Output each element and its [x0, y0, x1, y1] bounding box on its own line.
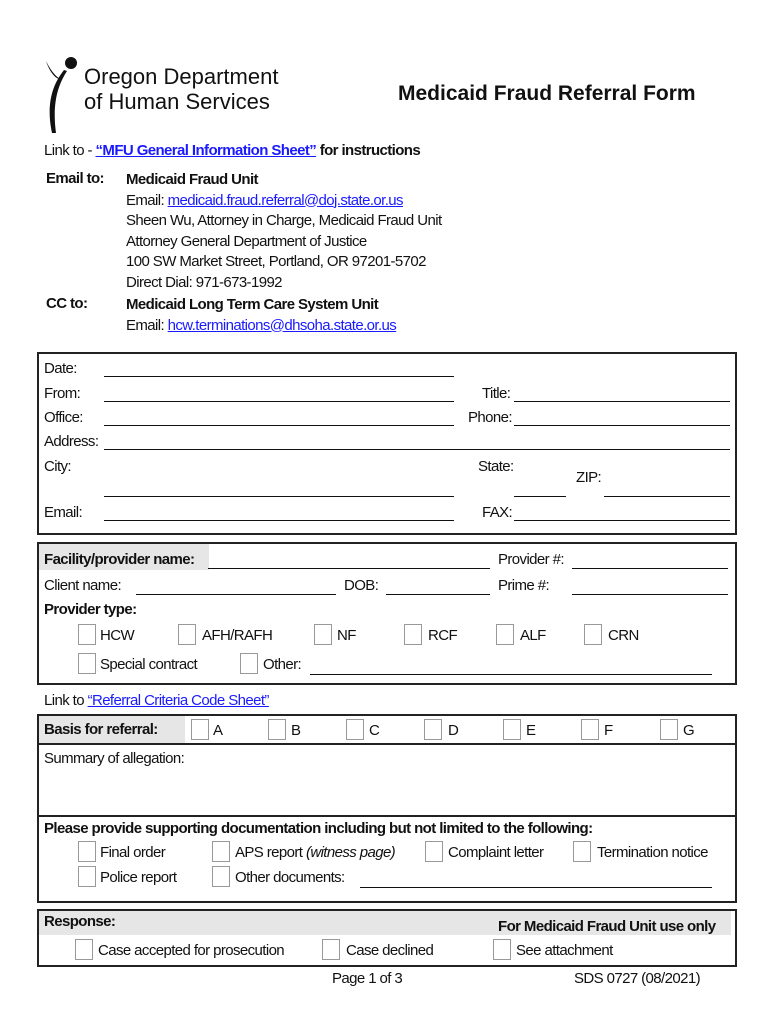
- other-type-field[interactable]: [310, 674, 712, 675]
- see-attachment-checkbox[interactable]: [493, 939, 511, 960]
- other-type-label: Other:: [263, 656, 302, 673]
- date-label: Date:: [44, 360, 77, 377]
- provider-number-field[interactable]: [572, 568, 728, 569]
- ltc-unit-name: Medicaid Long Term Care System Unit: [126, 296, 379, 313]
- org-line-2: of Human Services: [84, 89, 270, 114]
- address-field[interactable]: [104, 449, 730, 450]
- code-c-checkbox[interactable]: [346, 719, 364, 740]
- code-d-label: D: [448, 722, 459, 739]
- case-accepted-label: Case accepted for prosecution: [98, 942, 285, 959]
- dob-label: DOB:: [344, 577, 379, 594]
- other-documents-label: Other documents:: [235, 869, 345, 886]
- final-order-label: Final order: [100, 844, 166, 861]
- criteria-prefix: Link to: [44, 692, 88, 709]
- code-a-checkbox[interactable]: [191, 719, 209, 740]
- state-field[interactable]: [514, 496, 566, 497]
- mfu-phone: Direct Dial: 971-673-1992: [126, 273, 282, 291]
- complaint-letter-label: Complaint letter: [448, 844, 544, 861]
- criteria-line: [44, 692, 269, 709]
- mfu-email-line: [126, 191, 442, 212]
- alf-checkbox[interactable]: [496, 624, 514, 645]
- date-field[interactable]: [104, 376, 454, 377]
- police-report-checkbox[interactable]: [78, 866, 96, 887]
- form-id: SDS 0727 (08/2021): [574, 970, 700, 987]
- prime-number-label: Prime #:: [498, 577, 550, 594]
- summary-field[interactable]: [40, 770, 730, 814]
- instructions-prefix: Link to -: [44, 142, 96, 159]
- office-field[interactable]: [104, 425, 454, 426]
- phone-field[interactable]: [514, 425, 730, 426]
- code-g-checkbox[interactable]: [660, 719, 678, 740]
- code-e-label: E: [526, 722, 536, 739]
- police-report-label: Police report: [100, 869, 177, 886]
- nf-label: NF: [337, 627, 356, 644]
- org-name: [84, 64, 278, 114]
- mfu-unit-name: Medicaid Fraud Unit: [126, 171, 258, 188]
- basis-label: Basis for referral:: [44, 721, 158, 738]
- crn-checkbox[interactable]: [584, 624, 602, 645]
- fax-label: FAX:: [482, 504, 513, 521]
- criteria-code-sheet-link[interactable]: “Referral Criteria Code Sheet”: [87, 692, 269, 709]
- nf-checkbox[interactable]: [314, 624, 332, 645]
- mfu-email-link[interactable]: medicaid.fraud.referral@doj.state.or.us: [167, 191, 403, 209]
- from-field[interactable]: [104, 401, 454, 402]
- instructions-suffix: for instructions: [316, 142, 421, 159]
- fax-field[interactable]: [514, 520, 730, 521]
- see-attachment-label: See attachment: [516, 942, 613, 959]
- code-a-label: A: [213, 722, 223, 739]
- form-title: Medicaid Fraud Referral Form: [398, 82, 696, 105]
- afh-rafh-checkbox[interactable]: [178, 624, 196, 645]
- case-declined-checkbox[interactable]: [322, 939, 340, 960]
- city-label: City:: [44, 458, 72, 475]
- hcw-checkbox[interactable]: [78, 624, 96, 645]
- code-b-label: B: [291, 722, 301, 739]
- aps-report-label: [235, 844, 395, 861]
- rcf-label: RCF: [428, 627, 458, 644]
- response-label: Response:: [44, 913, 116, 930]
- code-d-checkbox[interactable]: [424, 719, 442, 740]
- hcw-label: HCW: [100, 627, 135, 644]
- rcf-checkbox[interactable]: [404, 624, 422, 645]
- email-to-label: Email to:: [46, 170, 104, 187]
- cc-to-block: [126, 295, 396, 336]
- code-c-label: C: [369, 722, 380, 739]
- facility-field[interactable]: [208, 568, 490, 569]
- provider-number-label: Provider #:: [498, 551, 564, 568]
- title-label: Title:: [482, 385, 511, 402]
- contact-section: [37, 352, 737, 535]
- aps-report-checkbox[interactable]: [212, 841, 230, 862]
- afh-rafh-label: AFH/RAFH: [202, 627, 273, 644]
- mfu-department: Attorney General Department of Justice: [126, 232, 367, 250]
- aps-report-text: APS report: [235, 844, 306, 861]
- cc-to-label: CC to:: [46, 295, 88, 312]
- other-type-checkbox[interactable]: [240, 653, 258, 674]
- mfu-address: 100 SW Market Street, Portland, OR 97201-5702: [126, 253, 426, 270]
- email-prefix: Email:: [126, 191, 168, 209]
- mfu-use-only-label: For Medicaid Fraud Unit use only: [498, 918, 716, 935]
- phone-label: Phone:: [468, 409, 512, 426]
- other-documents-checkbox[interactable]: [212, 866, 230, 887]
- code-e-checkbox[interactable]: [503, 719, 521, 740]
- dob-field[interactable]: [386, 594, 490, 595]
- page-number: Page 1 of 3: [332, 970, 403, 987]
- dhs-logo: [40, 55, 80, 135]
- documentation-heading: Please provide supporting documentation including but not limited to the following:: [44, 820, 593, 837]
- final-order-checkbox[interactable]: [78, 841, 96, 862]
- code-f-label: F: [604, 722, 613, 739]
- summary-label: Summary of allegation:: [44, 750, 185, 767]
- basis-divider: [39, 743, 735, 745]
- code-b-checkbox[interactable]: [268, 719, 286, 740]
- other-documents-field[interactable]: [360, 887, 712, 888]
- provider-type-label: Provider type:: [44, 601, 137, 618]
- client-name-label: Client name:: [44, 577, 122, 594]
- complaint-letter-checkbox[interactable]: [425, 841, 443, 862]
- code-g-label: G: [683, 722, 695, 739]
- case-accepted-checkbox[interactable]: [75, 939, 93, 960]
- mfu-info-sheet-link[interactable]: “MFU General Information Sheet”: [95, 142, 317, 159]
- crn-label: CRN: [608, 627, 639, 644]
- org-line-1: Oregon Department: [84, 64, 279, 89]
- mfu-attorney: Sheen Wu, Attorney in Charge, Medicaid Fraud Unit: [126, 212, 442, 229]
- city-field[interactable]: [104, 496, 454, 497]
- email-to-block: [126, 170, 442, 293]
- from-label: From:: [44, 385, 81, 402]
- ltc-email-link[interactable]: hcw.terminations@dhsoha.state.or.us: [167, 316, 397, 334]
- aps-witness-text: (witness page): [305, 844, 396, 861]
- state-label: State:: [478, 458, 514, 475]
- alf-label: ALF: [520, 627, 546, 644]
- special-contract-label: Special contract: [100, 656, 198, 673]
- ltc-email-line: [126, 316, 396, 337]
- case-declined-label: Case declined: [346, 942, 434, 959]
- cc-email-prefix: Email:: [126, 316, 168, 334]
- client-name-field[interactable]: [136, 594, 336, 595]
- facility-label: Facility/provider name:: [44, 551, 195, 568]
- title-field[interactable]: [514, 401, 730, 402]
- zip-field[interactable]: [604, 496, 730, 497]
- email-field[interactable]: [104, 520, 454, 521]
- instructions-line: [44, 142, 420, 159]
- email-label: Email:: [44, 504, 83, 521]
- zip-label: ZIP:: [576, 469, 602, 486]
- address-label: Address:: [44, 433, 99, 450]
- summary-divider: [39, 815, 735, 817]
- office-label: Office:: [44, 409, 83, 426]
- special-contract-checkbox[interactable]: [78, 653, 96, 674]
- code-f-checkbox[interactable]: [581, 719, 599, 740]
- prime-number-field[interactable]: [572, 594, 728, 595]
- termination-notice-checkbox[interactable]: [573, 841, 591, 862]
- termination-notice-label: Termination notice: [597, 844, 708, 861]
